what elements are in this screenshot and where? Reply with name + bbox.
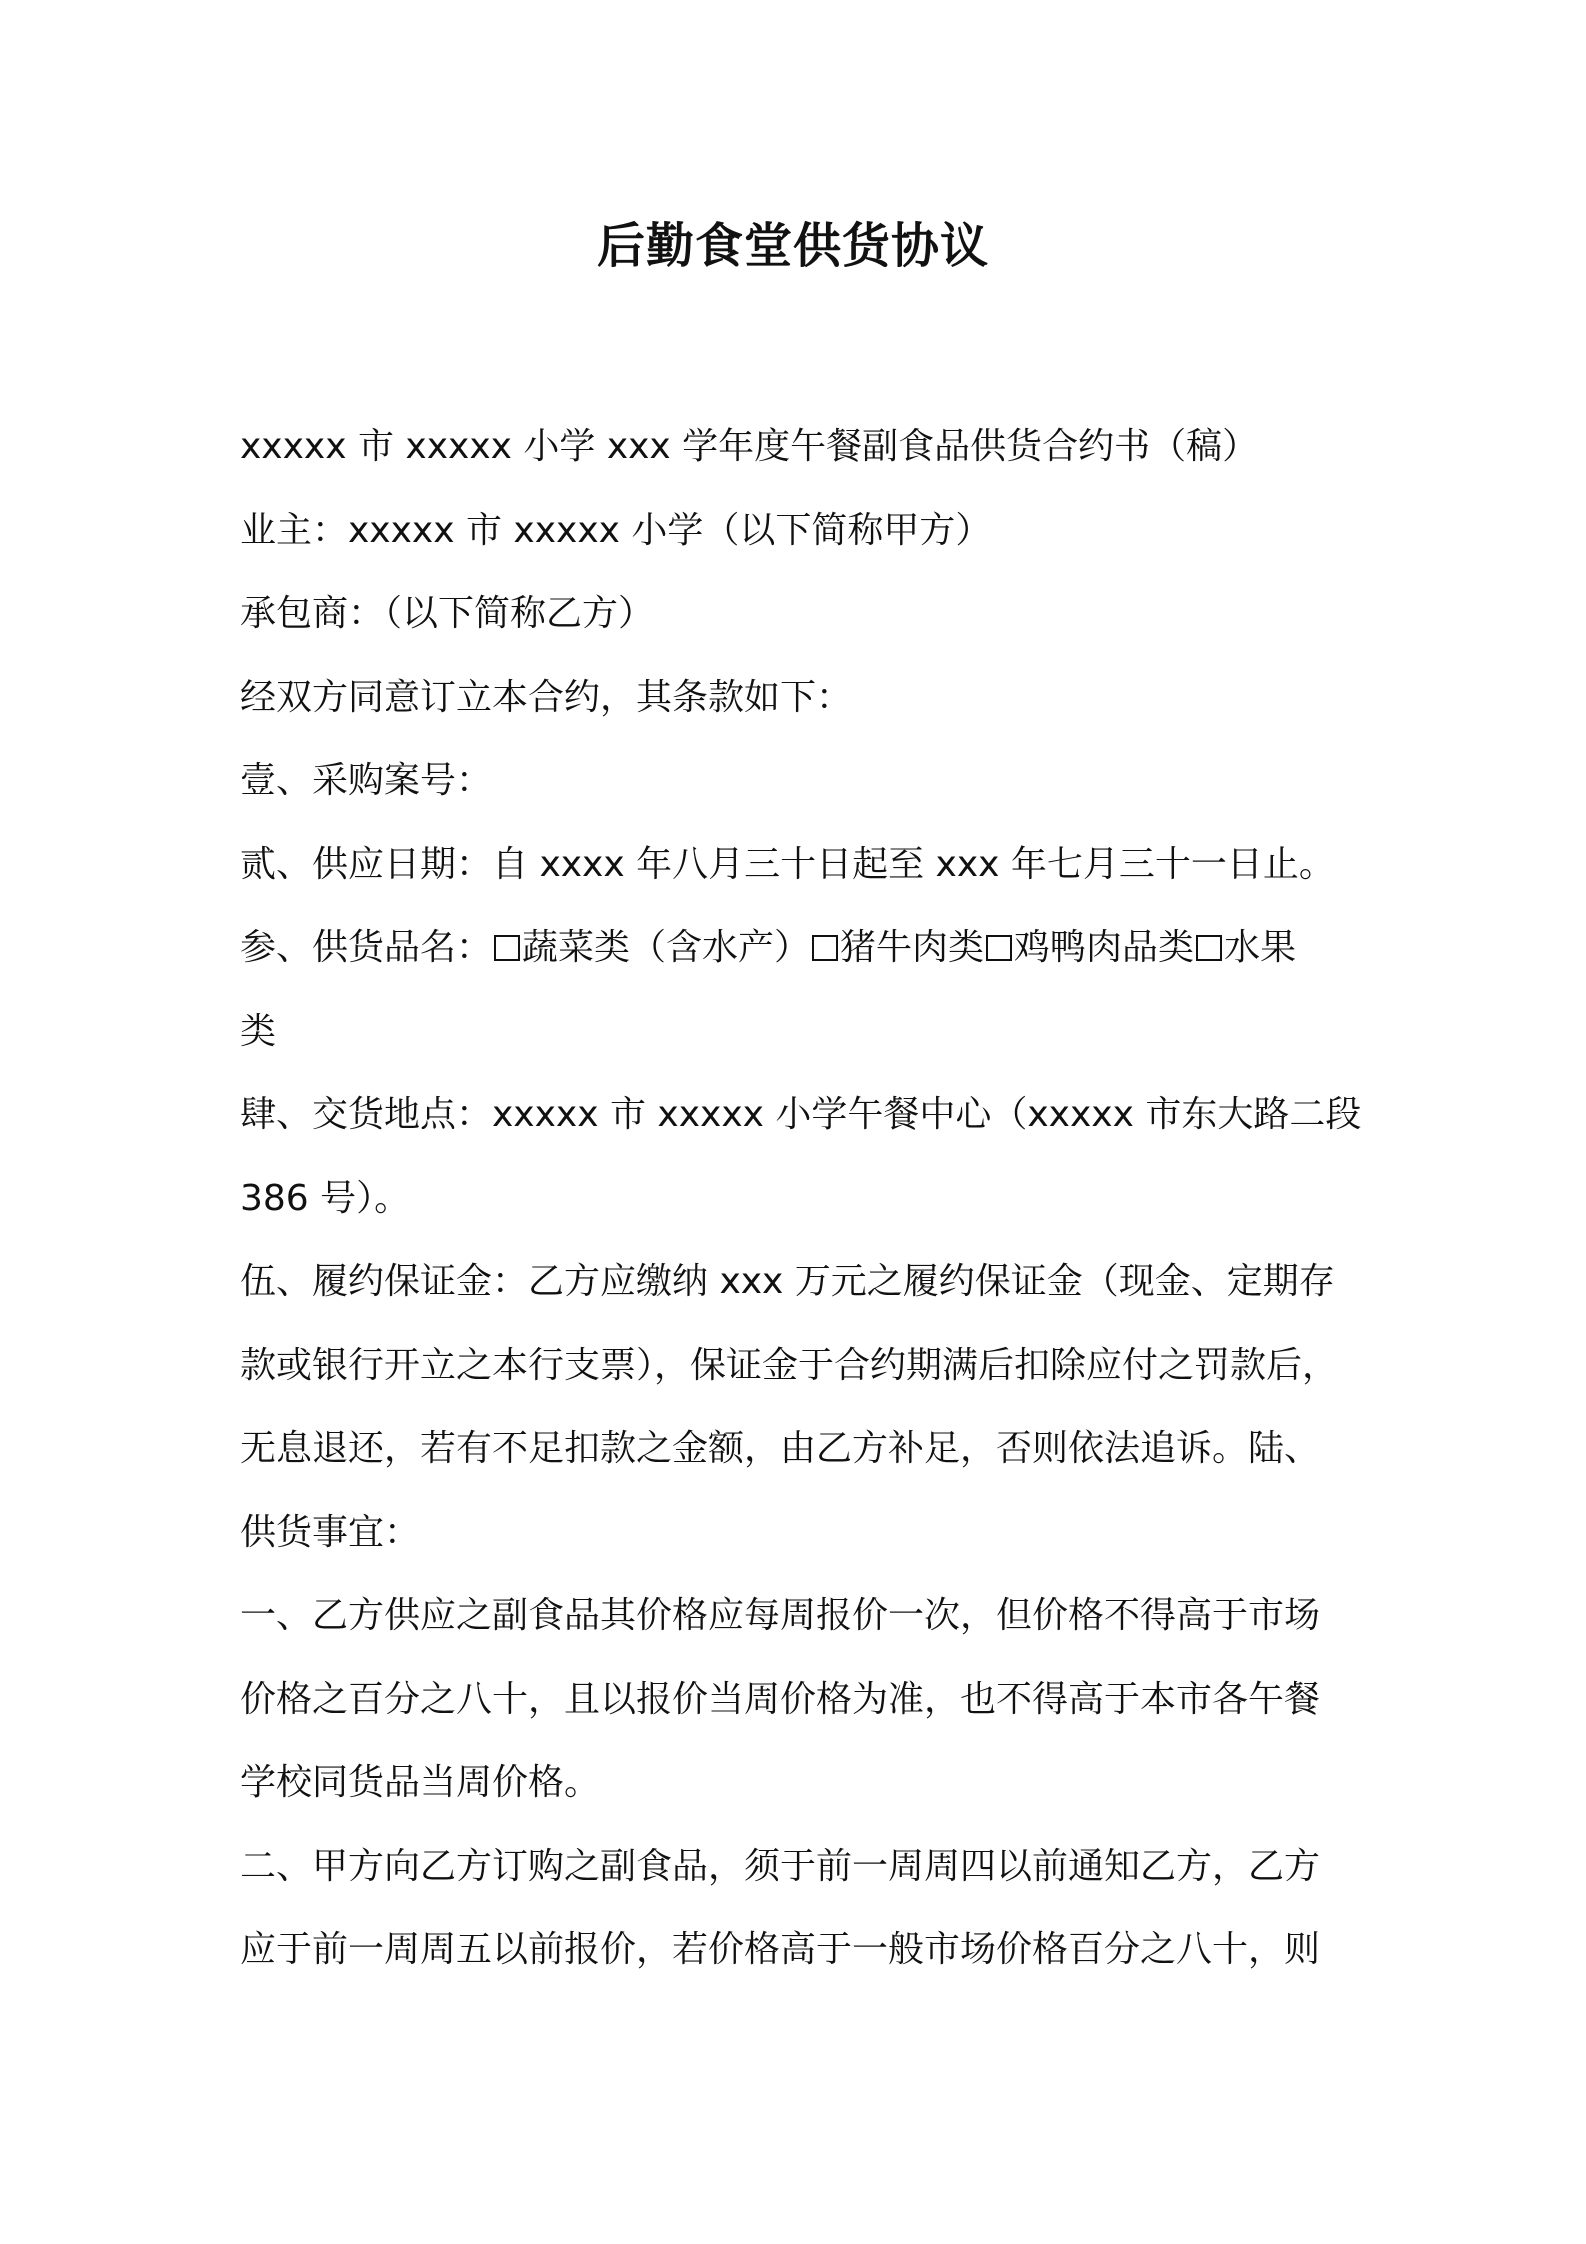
checkbox-vegetables[interactable] bbox=[494, 935, 520, 961]
clause-3-supply-items bbox=[240, 906, 1370, 990]
clause-3-prefix: 参、供货品名： bbox=[240, 927, 493, 968]
clause-1-purchase-number: 壹、采购案号： bbox=[240, 760, 493, 801]
item-1-continuation-1: 价格之百分之八十，且以报价当周价格为准，也不得高于本市各午餐 bbox=[240, 1678, 1321, 1720]
checkbox-fruit[interactable] bbox=[1196, 935, 1222, 961]
clause-4-continuation: 386 号）。 bbox=[240, 1177, 411, 1219]
item-2-continuation: 应于前一周周五以前报价，若价格高于一般市场价格百分之八十，则 bbox=[240, 1929, 1321, 1970]
clause-3-continuation: 类 bbox=[240, 1010, 277, 1052]
item-pork-beef-label: 猪牛肉类 bbox=[840, 927, 985, 968]
checkbox-pork-beef[interactable] bbox=[812, 935, 838, 961]
owner-line: 业主：xxxxx 市 xxxxx 小学（以下简称甲方） bbox=[240, 509, 992, 551]
clause-5-continuation-2: 无息退还，若有不足扣款之金额，由乙方补足，否则依法追诉。陆、 bbox=[240, 1428, 1321, 1469]
clause-6-supply-matters: 供货事宜： bbox=[240, 1511, 421, 1553]
clause-2-supply-date: 贰、供应日期：自 xxxx 年八月三十日起至 xxx 年七月三十一日止。 bbox=[240, 843, 1335, 885]
document-title: 后勤食堂供货协议 bbox=[596, 218, 989, 274]
clause-5-continuation-1: 款或银行开立之本行支票），保证金于合约期满后扣除应付之罚款后， bbox=[240, 1344, 1339, 1386]
clause-4-delivery-location: 肆、交货地点：xxxxx 市 xxxxx 小学午餐中心（xxxxx 市东大路二段 bbox=[240, 1094, 1362, 1135]
clause-5-deposit: 伍、履约保证金：乙方应缴纳 xxx 万元之履约保证金（现金、定期存 bbox=[240, 1261, 1335, 1302]
item-2-ordering: 二、甲方向乙方订购之副食品，须于前一周周四以前通知乙方，乙方 bbox=[240, 1845, 1321, 1887]
item-vegetables-label: 蔬菜类（含水产） bbox=[522, 927, 811, 968]
item-1-pricing: 一、乙方供应之副食品其价格应每周报价一次，但价格不得高于市场 bbox=[240, 1595, 1321, 1636]
contractor-line: 承包商：（以下简称乙方） bbox=[240, 593, 655, 634]
item-1-continuation-2: 学校同货品当周价格。 bbox=[240, 1762, 601, 1803]
contract-heading-line: xxxxx 市 xxxxx 小学 xxx 学年度午餐副食品供货合约书（稿） bbox=[240, 426, 1259, 467]
item-poultry-label: 鸡鸭肉品类 bbox=[1014, 927, 1195, 968]
item-fruit-label: 水果 bbox=[1224, 927, 1297, 968]
checkbox-poultry[interactable] bbox=[986, 935, 1012, 961]
document-body bbox=[240, 405, 1370, 1992]
agreement-intro-line: 经双方同意订立本合约，其条款如下： bbox=[240, 676, 853, 718]
